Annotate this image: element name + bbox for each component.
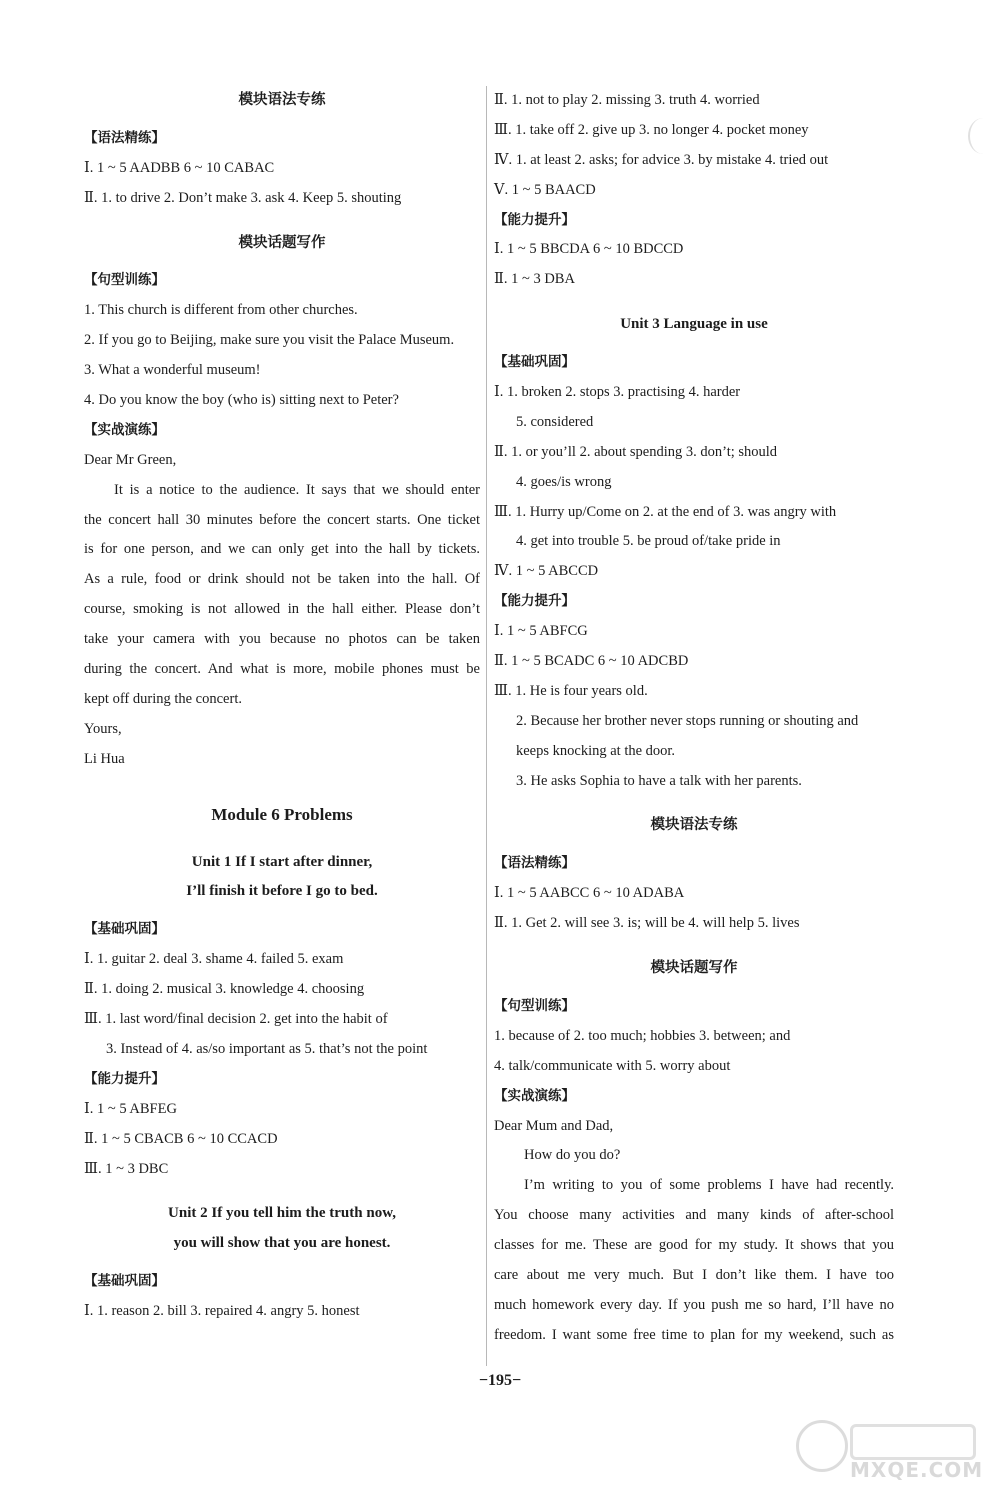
watermark-block-icon <box>850 1424 976 1460</box>
essay-line: course, smoking is not allowed in the hall either. Please don’t <box>84 601 480 618</box>
section-gap <box>84 775 480 790</box>
unit-title: I’ll finish it before I go to bed. <box>186 883 378 900</box>
answer-line: Ⅰ. 1 ~ 5 AADBB 6 ~ 10 CABAC <box>84 159 275 176</box>
exercise-tag: 【能力提升】 <box>494 593 575 610</box>
essay-line: I’m writing to you of some problems I have had recently. <box>524 1177 894 1194</box>
exercise-tag: 【句型训练】 <box>494 997 575 1014</box>
essay-line: It is a notice to the audience. It says that we should enter <box>114 481 480 498</box>
answer-line: Ⅴ. 1 ~ 5 BAACD <box>494 181 596 198</box>
section-gap <box>84 116 480 124</box>
essay-line: much homework every day. If you push me so hard, I’ll have no <box>494 1296 894 1313</box>
answer-line: Ⅲ. 1. take off 2. give up 3. no longer 4. pocket money <box>494 121 809 138</box>
answer-line-indented: 5. considered <box>516 413 594 430</box>
section-gap <box>84 214 480 229</box>
section-title: 模块话题写作 <box>238 234 326 251</box>
answer-line-indented: 4. goes/is wrong <box>516 473 612 490</box>
essay-line: the concert hall 30 minutes before the concert starts. One ticket <box>84 511 480 528</box>
exercise-tag: 【能力提升】 <box>494 211 575 228</box>
answer-line-indented: 2. Because her brother never stops running or shouting and <box>516 712 859 729</box>
section-title: 模块语法专练 <box>650 817 738 834</box>
essay-line: How do you do? <box>524 1147 621 1164</box>
section-gap <box>494 841 894 849</box>
exercise-tag: 【语法精练】 <box>84 129 165 146</box>
answer-line: Ⅱ. 1. Get 2. will see 3. is; will be 4. will help 5. lives <box>494 915 800 932</box>
exercise-tag: 【句型训练】 <box>84 272 165 289</box>
answer-line: Ⅱ. 1 ~ 3 DBA <box>494 271 575 288</box>
exercise-tag: 【基础巩固】 <box>494 354 575 371</box>
essay-line: As a rule, food or drink should not be taken into the hall. Of <box>84 571 480 588</box>
page-number: −195− <box>478 1372 522 1389</box>
section-gap <box>84 907 480 915</box>
essay-line: freedom. I want some free time to plan for my weekend, such as <box>494 1326 894 1343</box>
module-title: Module 6 Problems <box>211 804 353 824</box>
exercise-tag: 【语法精练】 <box>494 855 575 872</box>
answer-line-indented: 3. He asks Sophia to have a talk with her parents. <box>516 772 802 789</box>
essay-line: classes for me. These are good for my study. It shows that you <box>494 1237 894 1254</box>
section-gap <box>494 939 894 954</box>
essay-line: is for one person, and we can only get into the hall by tickets. <box>84 541 480 558</box>
answer-line-indented: 4. get into trouble 5. be proud of/take pride in <box>516 533 781 550</box>
answer-line: 4. talk/communicate with 5. worry about <box>494 1057 731 1074</box>
unit-title: Unit 1 If I start after dinner, <box>191 853 373 870</box>
section-gap <box>84 840 480 848</box>
answer-line: Ⅰ. 1. reason 2. bill 3. repaired 4. angry 5. honest <box>84 1303 360 1320</box>
answer-line: Ⅳ. 1. at least 2. asks; for advice 3. by mistake 4. tried out <box>494 151 829 168</box>
right-column <box>494 86 894 1351</box>
answer-line: 4. Do you know the boy (who is) sitting next to Peter? <box>84 392 399 409</box>
answer-line: Ⅲ. 1. He is four years old. <box>494 682 648 699</box>
left-column <box>84 86 480 1327</box>
answer-line: 3. What a wonderful museum! <box>84 362 261 379</box>
section-gap <box>84 1184 480 1199</box>
exercise-tag: 【实战演练】 <box>84 421 165 438</box>
exercise-tag: 【实战演练】 <box>494 1087 575 1104</box>
answer-line: Ⅰ. 1 ~ 5 BBCDA 6 ~ 10 BDCCD <box>494 241 684 258</box>
answer-line-indented: keeps knocking at the door. <box>516 742 676 759</box>
exercise-tag: 【基础巩固】 <box>84 1273 165 1290</box>
answer-line: Dear Mr Green, <box>84 451 177 468</box>
answer-line: Ⅰ. 1 ~ 5 ABFCG <box>494 623 588 640</box>
section-gap <box>84 258 480 266</box>
answer-line: Ⅲ. 1. Hurry up/Come on 2. at the end of 3. was angry with <box>494 503 837 520</box>
exercise-tag: 【基础巩固】 <box>84 921 165 938</box>
unit-title: Unit 3 Language in use <box>620 316 768 333</box>
essay-line: take your camera with you because no photos can be taken <box>84 631 480 648</box>
column-divider <box>486 86 487 1366</box>
essay-line: during the concert. And what is more, mobile phones must be <box>84 661 480 678</box>
unit-title: you will show that you are honest. <box>173 1235 391 1252</box>
answer-line: Ⅱ. 1. not to play 2. missing 3. truth 4. worried <box>494 92 760 108</box>
unit-title: Unit 2 If you tell him the truth now, <box>168 1205 396 1222</box>
watermark-ring-icon <box>796 1420 848 1472</box>
answer-line: Ⅱ. 1 ~ 5 CBACB 6 ~ 10 CCACD <box>84 1130 278 1147</box>
section-title: 模块语法专练 <box>238 92 326 108</box>
answer-line: Ⅰ. 1 ~ 5 ABFEG <box>84 1100 177 1117</box>
section-gap <box>494 295 894 310</box>
watermark-logo <box>794 1418 984 1486</box>
section-gap <box>494 340 894 348</box>
essay-line: kept off during the concert. <box>84 690 242 707</box>
essay-line: care about me very much. But I don’t like them. I have too <box>494 1266 894 1283</box>
answer-line: Li Hua <box>84 750 125 767</box>
section-gap <box>84 1259 480 1267</box>
section-gap <box>494 984 894 992</box>
essay-line: You choose many activities and many kinds of after-school <box>494 1207 894 1224</box>
answer-line: Ⅰ. 1. guitar 2. deal 3. shame 4. failed 5. exam <box>84 951 344 968</box>
watermark-text: MXQE.COM <box>850 1458 984 1482</box>
answer-line: Ⅰ. 1 ~ 5 AABCC 6 ~ 10 ADABA <box>494 885 685 902</box>
answer-line: Ⅱ. 1. or you’ll 2. about spending 3. don’t; should <box>494 443 778 460</box>
answer-line: Ⅳ. 1 ~ 5 ABCCD <box>494 563 599 580</box>
answer-line: 2. If you go to Beijing, make sure you visit the Palace Museum. <box>84 332 455 349</box>
answer-line: Ⅰ. 1. broken 2. stops 3. practising 4. harder <box>494 384 741 401</box>
margin-mark <box>968 118 998 154</box>
exercise-tag: 【能力提升】 <box>84 1070 165 1087</box>
answer-line-indented: 3. Instead of 4. as/so important as 5. that’s not the point <box>106 1040 428 1057</box>
answer-line: Ⅱ. 1 ~ 5 BCADC 6 ~ 10 ADCBD <box>494 653 689 670</box>
answer-line: Ⅲ. 1 ~ 3 DBC <box>84 1160 169 1177</box>
answer-line: Ⅱ. 1. doing 2. musical 3. knowledge 4. choosing <box>84 981 365 998</box>
answer-line: Ⅲ. 1. last word/final decision 2. get into the habit of <box>84 1011 388 1028</box>
section-title: 模块话题写作 <box>650 960 738 977</box>
answer-line: Yours, <box>84 720 122 737</box>
answer-line: 1. because of 2. too much; hobbies 3. between; and <box>494 1027 791 1044</box>
section-gap <box>494 796 894 811</box>
answer-line: 1. This church is different from other churches. <box>84 302 358 319</box>
answer-line: Ⅱ. 1. to drive 2. Don’t make 3. ask 4. Keep 5. shouting <box>84 189 402 206</box>
answer-line: Dear Mum and Dad, <box>494 1117 614 1134</box>
